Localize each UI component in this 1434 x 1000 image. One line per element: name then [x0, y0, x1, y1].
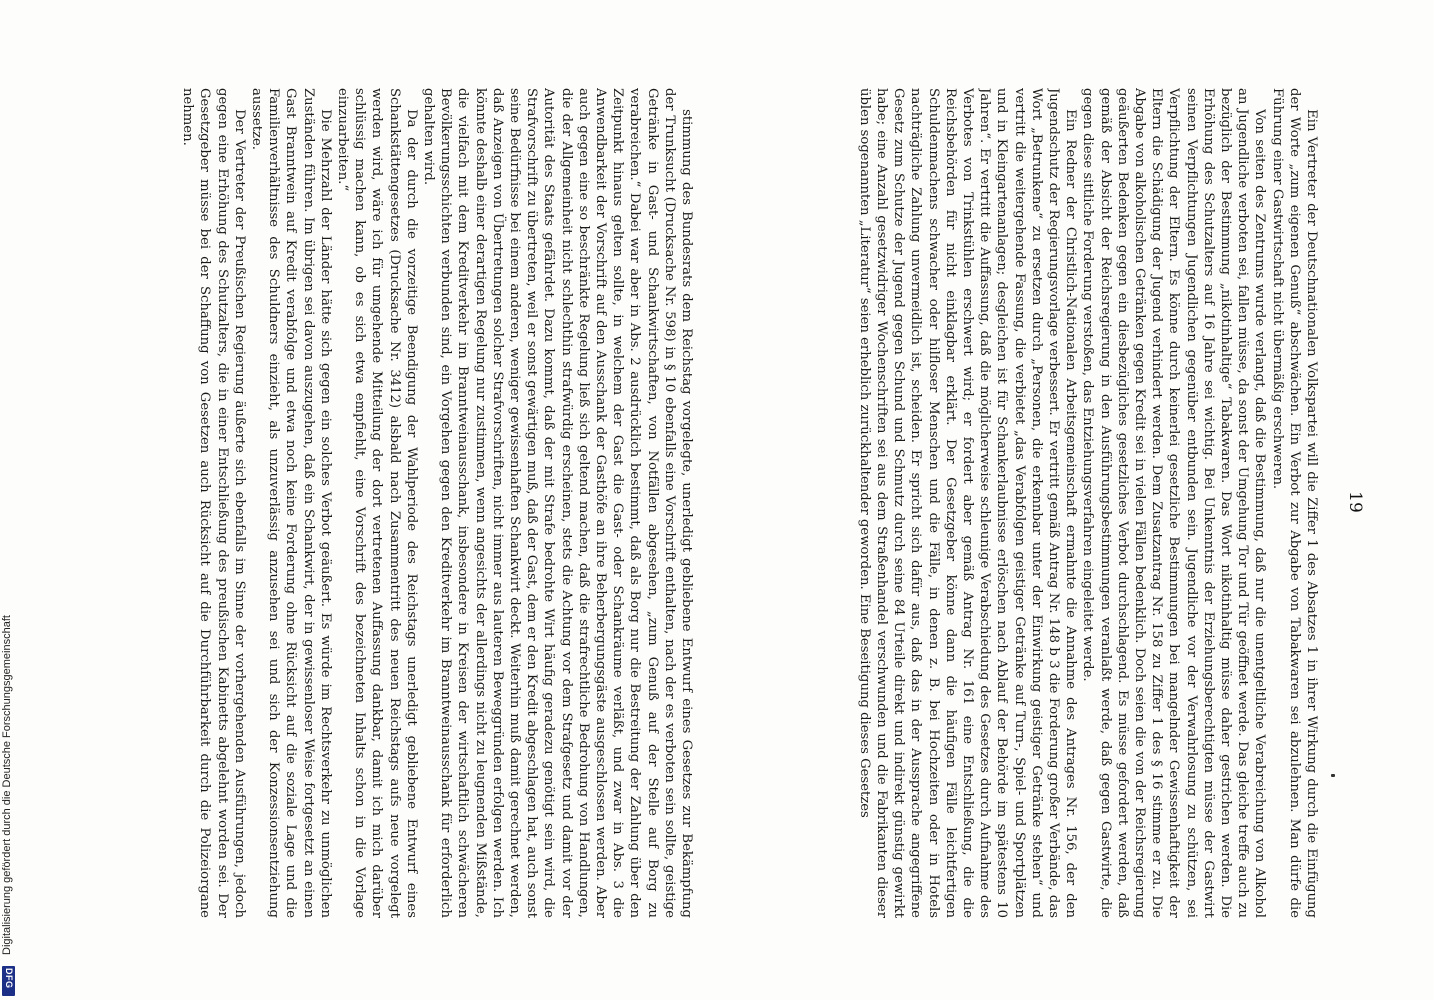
paragraph: Ein Vertreter der Deutschnationalen Volkspartei will die Ziffer 1 des Absatzes 1 in ihrer Wirkung durch die Einfügung der Worte „zum eigenen Genuß“ abschwächen. Ein Verbot zur Abgabe von Tabakwaren sei abzulehnen. Man dürfe die Führung einer Gastwirtschaft nicht übermäßig erschweren.: [1269, 88, 1319, 918]
page-number: 19: [1345, 491, 1365, 513]
digitization-credit: [0, 0, 18, 1000]
text-column-right: [765, 88, 1320, 918]
dfg-logo-text: DFG: [4, 968, 14, 989]
rotated-page-body: [140, 88, 1320, 918]
paragraph: Die Mehrzahl der Länder hätte sich gegen ein solches Verbot geäußert. Es würde im Rechtsverkehr zu unmöglichen Zuständen führen. Im übrigen sei davon auszugehen, daß ein Schankwirt, der in gewissenloser Weise fortgesetzt an einen Gast Branntwein auf Kredit verabfolge und etwa noch keine Forderung ohne Rücksicht auf die soziale Lage und die Familienverhältnisse des Schuldners einzieht, als unzuverlässig anzusehen sei und sich der Konzessionsentziehung aussetze.: [248, 88, 333, 918]
text-column-left-content: [140, 88, 695, 918]
ink-speck: [1331, 774, 1335, 777]
text-column-left: [140, 88, 695, 918]
paragraph: stimmung des Bundesrats dem Reichstag vorgelegte, unerledigt gebliebene Entwurf eines Gesetzes zur Bekämpfung der Trunksucht (Drucksache Nr. 598) in § 10 ebenfalls eine Vorschrift enthalten, nach der es verboten sein sollte, geistige Getränke in Gast- und Schankwirtschaften, von Notfällen abgesehen, „zum Genuß auf der Stelle auf Borg zu verabreichen.“ Dabei war aber in Abs. 2 ausdrücklich bestimmt, daß als Borg nur die Bestreitung der Zahlung über den Zeitpunkt hinaus gelten sollte, in welchem der Gast die Gast- oder Schankräume verläßt, und zwar in Abs. 3 die Anwendbarkeit der Vorschrift auf den Ausschank der Gasthöfe an ihre Beherbergungsgäste ausgeschlossen werden. Aber auch gegen eine so beschränkte Regelung ließ sich geltend machen, daß die strafrechtliche Bedrohung von Handlungen, die der Allgemeinheit nicht schlechthin strafwürdig erscheinen, stets die Achtung vor dem Strafgesetz und damit vor der Autorität des Staats gefährdet. Dazu kommt, daß der mit Strafe bedrohte Wirt häufig geradezu genötigt sein wird, die Strafvorschrift zu übertreten, weil er sonst gewärtigen muß, daß der Gast, dem er den Kredit abgeschlagen hat, auch sonst seine Bedürfnisse bei einem anderen, weniger gewissenhaften Schankwirt deckt. Weiterhin muß damit gerechnet werden, daß Anzeigen von Übertretungen solcher Strafvorschriften, nicht immer aus lauteren Beweggründen erfolgen werden. Ich könnte deshalb einer derartigen Regelung nur zustimmen, wenn angesichts der allerdings nicht zu leugnenden Mißstände, die vielfach mit dem Kreditverkehr im Branntweinausschank, insbesondere in Kreisen der wirtschaftlich schwächeren Bevölkerungsschichten verbunden sind, ein Vorgehen gegen den Kreditverkehr im Branntweinausschank für erforderlich gehalten wird.: [420, 88, 694, 918]
paragraph: Der Vertreter der Preußischen Regierung äußerte sich ebenfalls im Sinne der vorhergehenden Ausführungen, jedoch gegen eine Erhöhung des Schutzalters, die in einer Entschließung des preußischen Kabinetts abgelehnt worden sei. Der Gesetzgeber müsse bei der Schaffung von Gesetzen auch Rücksicht auf die Durchführbarkeit durch die Polizeiorgane nehmen.: [180, 88, 247, 918]
digitization-credit-text: Digitalisierung gefördert durch die Deutsche Forschungsgemeinschaft: [1, 615, 13, 955]
paragraph: Von seiten des Zentrums wurde verlangt, daß die Bestimmung, daß nur die unentgeltliche Verabreichung von Alkohol an Jugendliche verboten sei, fallen müsse, da sonst der Umgehung Tor und Tür geöffnet werde. Das gleiche treffe auch zu bezüglich der Bestimmung „nikotinhaltige“ Tabakwaren. Das Wort nikotinhaltig müsse daher gestrichen werden. Die Erhöhung des Schutzalters auf 16 Jahre sei wichtig. Bei Unkenntnis der Erziehungsberechtigten müsse der Gastwirt seinen Verpflichtungen Jugendlichen gegenüber entbunden sein. Jugendliche vor der Verwahrlosung zu schützen, sei Verpflichtung der Eltern. Es könne durch keinerlei gesetzliche Bestimmungen bei mangelnder Gewissenhaftigkeit der Eltern die Schädigung der Jugend verhindert werden. Dem Zusatzantrag Nr. 158 zu Ziffer 1 des § 16 stimme er zu. Die Abgabe von alkoholischen Getränken gegen Kredit sei in vielen Fällen bedenklich. Doch seien die von der Reichsregierung geäußerten Bedenken gegen ein diesbezügliches gesetzliches Verbot durchschlagend. Es müsse gefordert werden, daß gemäß der Absicht der Reichsregierung in den Ausführungsbestimmungen veranlaßt werde, daß gegen Gastwirte, die gegen diese sittliche Forderung verstoßen, das Entziehungsverfahren eingeleitet werde.: [1080, 88, 1268, 918]
text-column-right-content: [765, 88, 1320, 918]
paragraph: Da der durch die vorzeitige Beendigung der Wahlperiode des Reichstags unerledigt gebliebene Entwurf eines Schankstättengesetzes (Drucksache Nr. 3412) alsbald nach Zusammentritt des neuen Reichstags aufs neue vorgelegt werden wird, wäre ich für umgehende Mitteilung der dort vertretenen Auffassung dankbar, damit ich mich darüber schlüssig machen kann, ob es sich etwa empfiehlt, eine Vorschrift des bezeichneten Inhalts schon in die Vorlage einzuarbeiten.“: [334, 88, 419, 918]
paragraph: Ein Redner der Christlich-Nationalen Arbeitsgemeinschaft ermahnte die Annahme des Antrages Nr. 156, der den Jugendschutz der Regierungsvorlage verbessert. Er vertritt gemäß Antrag Nr. 148 b 3 die Forderung großer Verbände, das Wort „Betrunkene“ zu ersetzen durch „Personen, die erkennbar unter der Einwirkung geistiger Getränke stehen“ und vertritt die weitergehende Fassung, die verbietet „das Verabfolgen geistiger Getränke auf Turn-, Spiel- und Sportplätzen und in Kleingartenanlagen; desgleichen ist für Schankerlaubnisse erlöschen nach Ablauf der Behörde im spätestens 10 Jahren“. Er vertritt die Auffassung, daß die möglicherweise schleunige Verabschiedung des Gesetzes durch Aufnahme des Verbotes von Trinkstühlen erschwert wird; er fordert aber gemäß Antrag Nr. 161 eine Entschließung, die die Reichsbehörden für nicht einklagbar erklärt. Der Gesetzgeber könne dann die häufigen Fälle leichtfertigen Schuldenmachens schwacher oder hilfloser Menschen und die Fälle, in denen z. B. bei Hochzeiten oder in Hotels nachträgliche Zahlung unvermeidlich ist, scheiden. Er spricht sich dafür aus, daß das in der Aussprache angegriffene Gesetz zum Schutze der Jugend gegen Schund und Schmutz durch seine 84 Urteile direkt und indirekt günstig gewirkt habe; eine Anzahl gesetzwidriger Wochenschriften sei aus dem Straßenhandel verschwunden und die Fabrikanten dieser üblen sogenannten „Literatur“ seien erheblich zurückhaltender geworden. Eine Beseitigung dieses Gesetzes: [856, 88, 1079, 918]
